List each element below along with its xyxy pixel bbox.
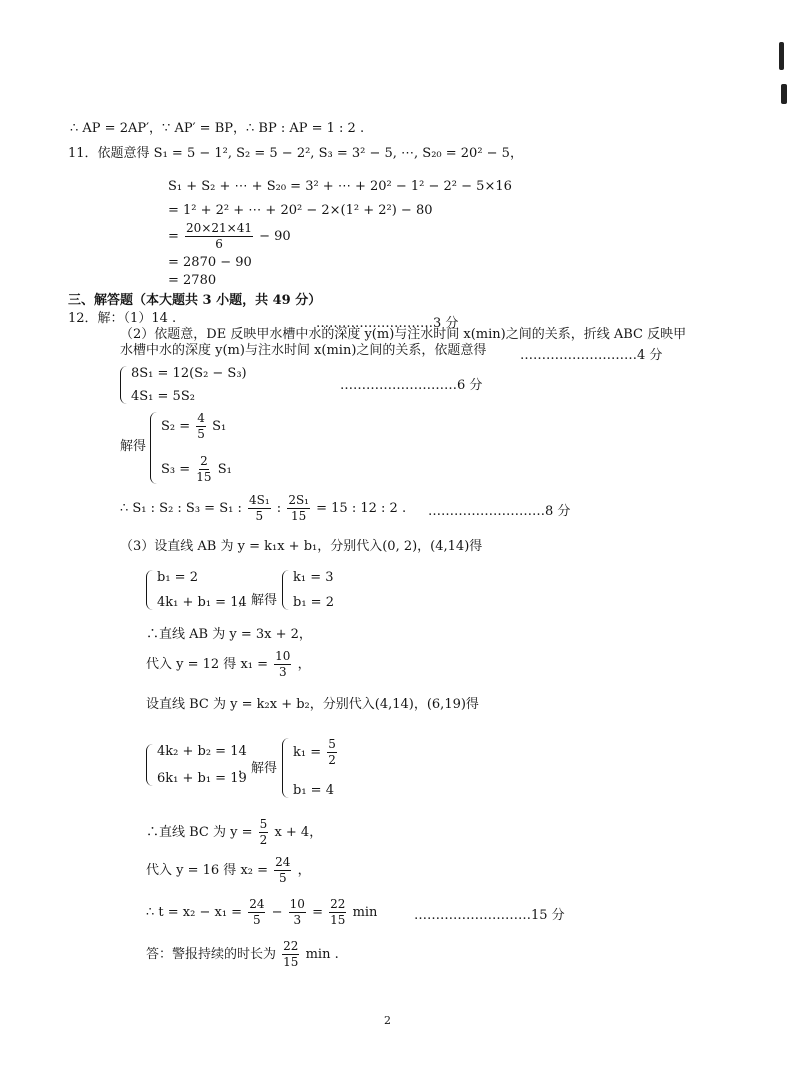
solution-system [282,570,334,610]
equation: b₁ = 2 [157,570,198,585]
equation-system [146,570,247,610]
q11-step5: = 2780 [168,273,217,288]
numerator: 4 [196,412,206,427]
fraction [274,856,291,885]
solution-system [282,738,339,798]
numerator: 5 [327,738,337,753]
text: : [276,501,282,517]
solve-label: ，解得 [238,593,278,608]
denominator: 5 [253,913,261,928]
denominator: 15 [196,469,212,484]
text: ， [297,863,311,879]
text: 代入 y = 12 得 x₁ = [146,657,269,673]
brace [146,744,153,786]
fraction [289,898,306,927]
conclusion-line: ∴ AP = 2AP′，∵ AP′ = BP，∴ BP : AP = 1 : 2 . [70,121,365,136]
equation [161,412,232,441]
fraction [196,412,206,441]
text: S₁ [217,461,232,477]
fraction [259,818,269,847]
text: − 90 [259,229,291,245]
solve-label: ，解得 [238,761,278,776]
numerator: 24 [248,898,265,913]
numerator: 5 [259,818,269,833]
brace [120,366,127,404]
section-title: 三、解答题（本大题共 3 小题，共 49 分） [68,293,322,308]
fraction [196,455,211,484]
fraction [248,898,265,927]
denominator: 5 [255,509,264,524]
numerator: 2 [199,455,209,470]
fraction [329,898,346,927]
fraction [287,494,310,523]
text: x + 4， [274,825,323,841]
score-marker: ………………………15 分 [414,908,565,923]
equation: b₁ = 2 [293,595,334,610]
text: k₁ = [293,745,322,761]
q11-head: 11．依题意得 S₁ = 5 − 1², S₂ = 5 − 2², S₃ = 3² − 5, ⋯, S₂₀ = 20² − 5， [68,146,523,161]
fraction [274,650,291,679]
equation: 6k₁ + b₁ = 19 [157,771,247,786]
numerator: 22 [282,940,299,955]
substitute-line [146,650,311,679]
text: = [168,229,179,245]
brace [146,570,153,610]
q12-part2-line2: 水槽中水的深度 y(m)与注水时间 x(min)之间的关系，依题意得 [120,343,487,358]
answer-line [146,940,339,969]
equation: 4S₁ = 5S₂ [131,389,195,404]
q12-part2-line1: （2）依题意，DE 反映甲水槽中水的深度 y(m)与注水时间 x(min)之间的关系，折线 ABC 反映甲 [120,327,687,342]
text: ， [297,657,311,673]
numerator: 10 [289,898,306,913]
substitute-line [146,856,311,885]
equation-system [120,366,247,404]
equation: 4k₂ + b₂ = 14 [157,744,247,759]
numerator: 10 [274,650,291,665]
score-marker: ………………………8 分 [428,504,571,519]
text: S₂ = [161,419,191,435]
score-marker: ………………………6 分 [340,378,483,393]
brace [282,570,289,610]
q12-part1: 12．解：（1）14 . [68,311,177,326]
fraction [327,738,337,767]
denominator: 6 [215,237,223,252]
text: ∴直线 BC 为 y = [146,825,253,841]
system-lines [157,570,247,610]
denominator: 2 [328,753,336,768]
text: ∴ t = x₂ − x₁ = [146,905,243,921]
text: ∴ S₁ : S₂ : S₃ = S₁ : [120,501,242,517]
numerator: 22 [329,898,346,913]
ab-line: ∴直线 AB 为 y = 3x + 2， [146,627,312,642]
fraction [282,940,299,969]
text: 答：警报持续的时长为 [146,947,277,963]
equation: 4k₁ + b₁ = 14 [157,595,247,610]
text: S₁ [212,419,227,435]
denominator: 5 [197,427,205,442]
text: min . [305,947,339,963]
equation: k₁ = 3 [293,570,334,585]
numerator: 20×21×41 [185,222,253,237]
q11-step2: = 1² + 2² + ⋯ + 20² − 2×(1² + 2²) − 80 [168,203,433,218]
text: − [271,905,283,921]
equation: 8S₁ = 12(S₂ − S₃) [131,366,247,381]
scan-edge-mark [779,42,784,70]
text: min [352,905,378,921]
q11-step3 [168,222,291,251]
numerator: 24 [274,856,291,871]
q11-step1: S₁ + S₂ + ⋯ + S₂₀ = 3² + ⋯ + 20² − 1² − 2² − 5×16 [168,179,512,194]
numerator: 2S₁ [287,494,310,509]
denominator: 2 [259,833,268,848]
ratio-line [120,494,406,523]
score-marker: ………………………4 分 [520,348,663,363]
bc-line [146,818,322,847]
system-lines [293,570,334,610]
text: 代入 y = 16 得 x₂ = [146,863,269,879]
denominator: 15 [283,955,299,970]
fraction [185,222,253,251]
equation: b₁ = 4 [293,783,334,798]
solution-system [150,412,232,484]
denominator: 15 [330,913,346,928]
q11-step4: = 2870 − 90 [168,255,252,270]
text: = 15 : 12 : 2 . [316,501,407,517]
system-lines [161,412,232,484]
system-lines [131,366,247,404]
fraction [248,494,271,523]
denominator: 5 [278,871,287,886]
text: = [312,905,323,921]
denominator: 15 [291,509,307,524]
system-lines [157,744,247,786]
numerator: 4S₁ [248,494,271,509]
denominator: 3 [293,913,302,928]
t-line [146,898,377,927]
system-lines [293,738,339,798]
solve-label: 解得 [120,439,147,454]
bc-head: 设直线 BC 为 y = k₂x + b₂，分别代入(4,14)，(6,19)得 [146,697,479,712]
equation [161,455,232,484]
brace [150,412,157,484]
scan-edge-mark [781,84,787,104]
denominator: 3 [278,665,287,680]
q12-part3-head: （3）设直线 AB 为 y = k₁x + b₁，分别代入(0, 2)，(4,14)得 [120,539,483,554]
text: S₃ = [161,461,191,477]
equation [293,738,339,767]
score-marker: ………………………3 分 [316,316,459,331]
brace [282,738,289,798]
page-number: 2 [384,1014,391,1027]
equation-system [146,744,247,786]
